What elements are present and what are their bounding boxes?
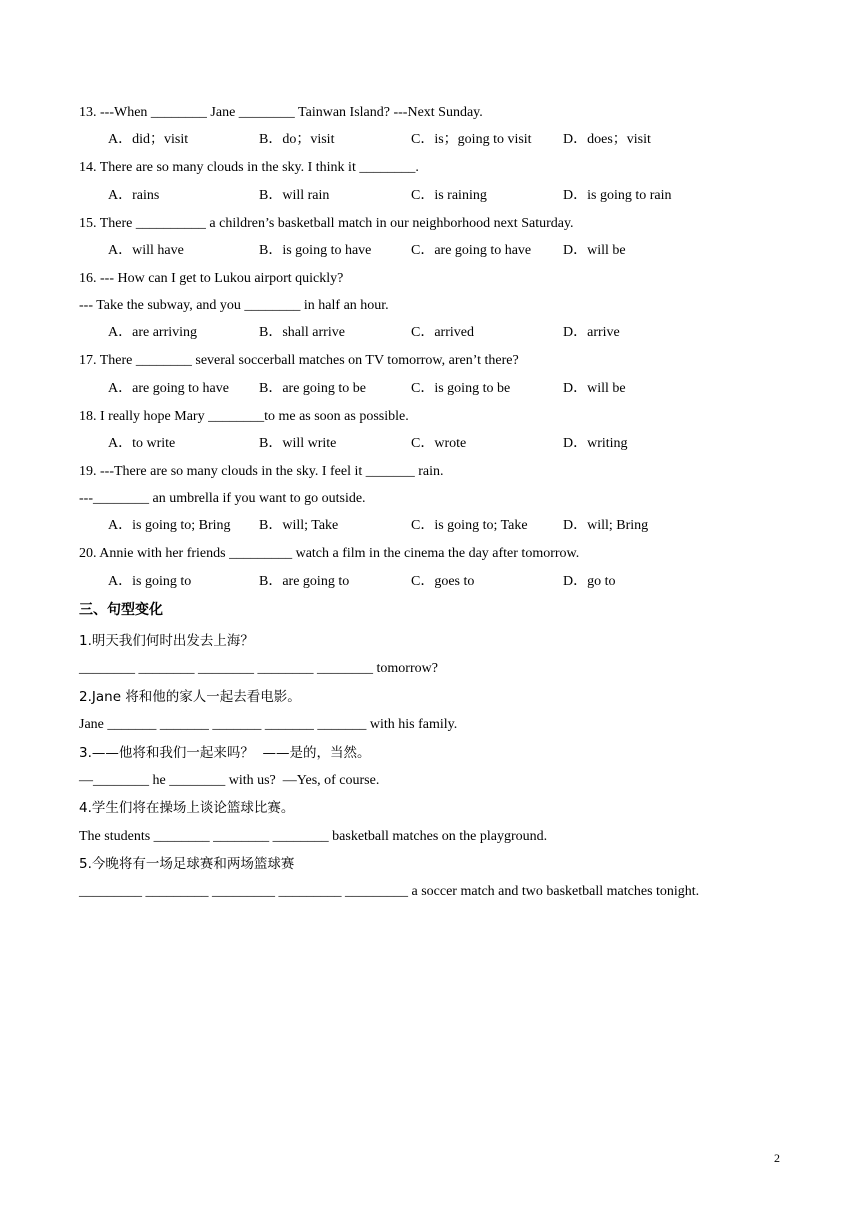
option-b: B．are going to [259,574,350,589]
option-a: A．rains [108,188,160,203]
question-15-stem: 15. There __________ a children’s basketball match in our neighborhood next Saturday. [79,216,574,231]
option-b: B．do；visit [259,132,335,147]
transform-2-answer: Jane _______ _______ _______ _______ _______ with his family. [79,717,458,732]
option-d: D．will; Bring [563,518,649,533]
option-c: C．are going to have [411,243,532,258]
question-19-stem: 19. ---There are so many clouds in the sky. I feel it _______ rain. [79,464,444,479]
option-c: C．wrote [411,436,467,451]
transform-1-answer: ________ ________ ________ ________ ________ tomorrow? [79,661,438,676]
transform-5-answer: _________ _________ _________ _________ _________ a soccer match and two basketball matches tonight. [79,884,700,899]
question-14-stem: 14. There are so many clouds in the sky. I think it ________. [79,160,419,175]
question-20-stem: 20. Annie with her friends _________ watch a film in the cinema the day after tomorrow. [79,546,580,561]
section-title: 三、句型变化 [79,602,163,618]
option-b: B．will rain [259,188,330,203]
option-b: B．will; Take [259,518,339,533]
option-b: B．are going to be [259,381,366,396]
option-d: D．is going to rain [563,188,672,203]
transform-5-prompt: 5.今晚将有一场足球赛和两场篮球赛 [79,856,295,872]
option-d: D．arrive [563,325,620,340]
option-a: A．are going to have [108,381,229,396]
question-16-stem-2: --- Take the subway, and you ________ in half an hour. [79,298,389,313]
option-a: A．is going to; Bring [108,518,231,533]
question-16-stem: 16. --- How can I get to Lukou airport quickly? [79,271,344,286]
option-d: D．will be [563,381,626,396]
option-c: C．goes to [411,574,475,589]
transform-4-answer: The students ________ ________ ________ basketball matches on the playground. [79,829,548,844]
option-a: A．will have [108,243,184,258]
question-18-stem: 18. I really hope Mary ________to me as soon as possible. [79,409,409,424]
transform-4-prompt: 4.学生们将在操场上谈论篮球比赛。 [79,800,295,816]
option-d: D．does；visit [563,132,651,147]
option-c: C．is；going to visit [411,132,532,147]
option-d: D．will be [563,243,626,258]
option-c: C．is going to; Take [411,518,528,533]
question-19-stem-2: ---________ an umbrella if you want to go outside. [79,491,366,506]
option-a: A．are arriving [108,325,198,340]
option-c: C．is going to be [411,381,511,396]
question-13-stem: 13. ---When ________ Jane ________ Tainwan Island? ---Next Sunday. [79,105,483,120]
option-b: B．will write [259,436,337,451]
option-c: C．is raining [411,188,487,203]
option-a: A．is going to [108,574,192,589]
option-b: B．is going to have [259,243,372,258]
transform-1-prompt: 1.明天我们何时出发去上海？ [79,633,254,649]
transform-2-prompt: 2.Jane 将和他的家人一起去看电影。 [79,689,301,705]
option-c: C．arrived [411,325,474,340]
page-number: 2 [774,1151,780,1165]
option-d: D．go to [563,574,616,589]
option-d: D．writing [563,436,628,451]
option-a: A．to write [108,436,176,451]
transform-3-prompt: 3.——他将和我们一起来吗？ ——是的，当然。 [79,745,371,761]
question-17-stem: 17. There ________ several soccerball matches on TV tomorrow, aren’t there? [79,353,519,368]
transform-3-answer: —________ he ________ with us? —Yes, of course. [79,773,380,788]
option-b: B．shall arrive [259,325,345,340]
option-a: A．did；visit [108,132,189,147]
